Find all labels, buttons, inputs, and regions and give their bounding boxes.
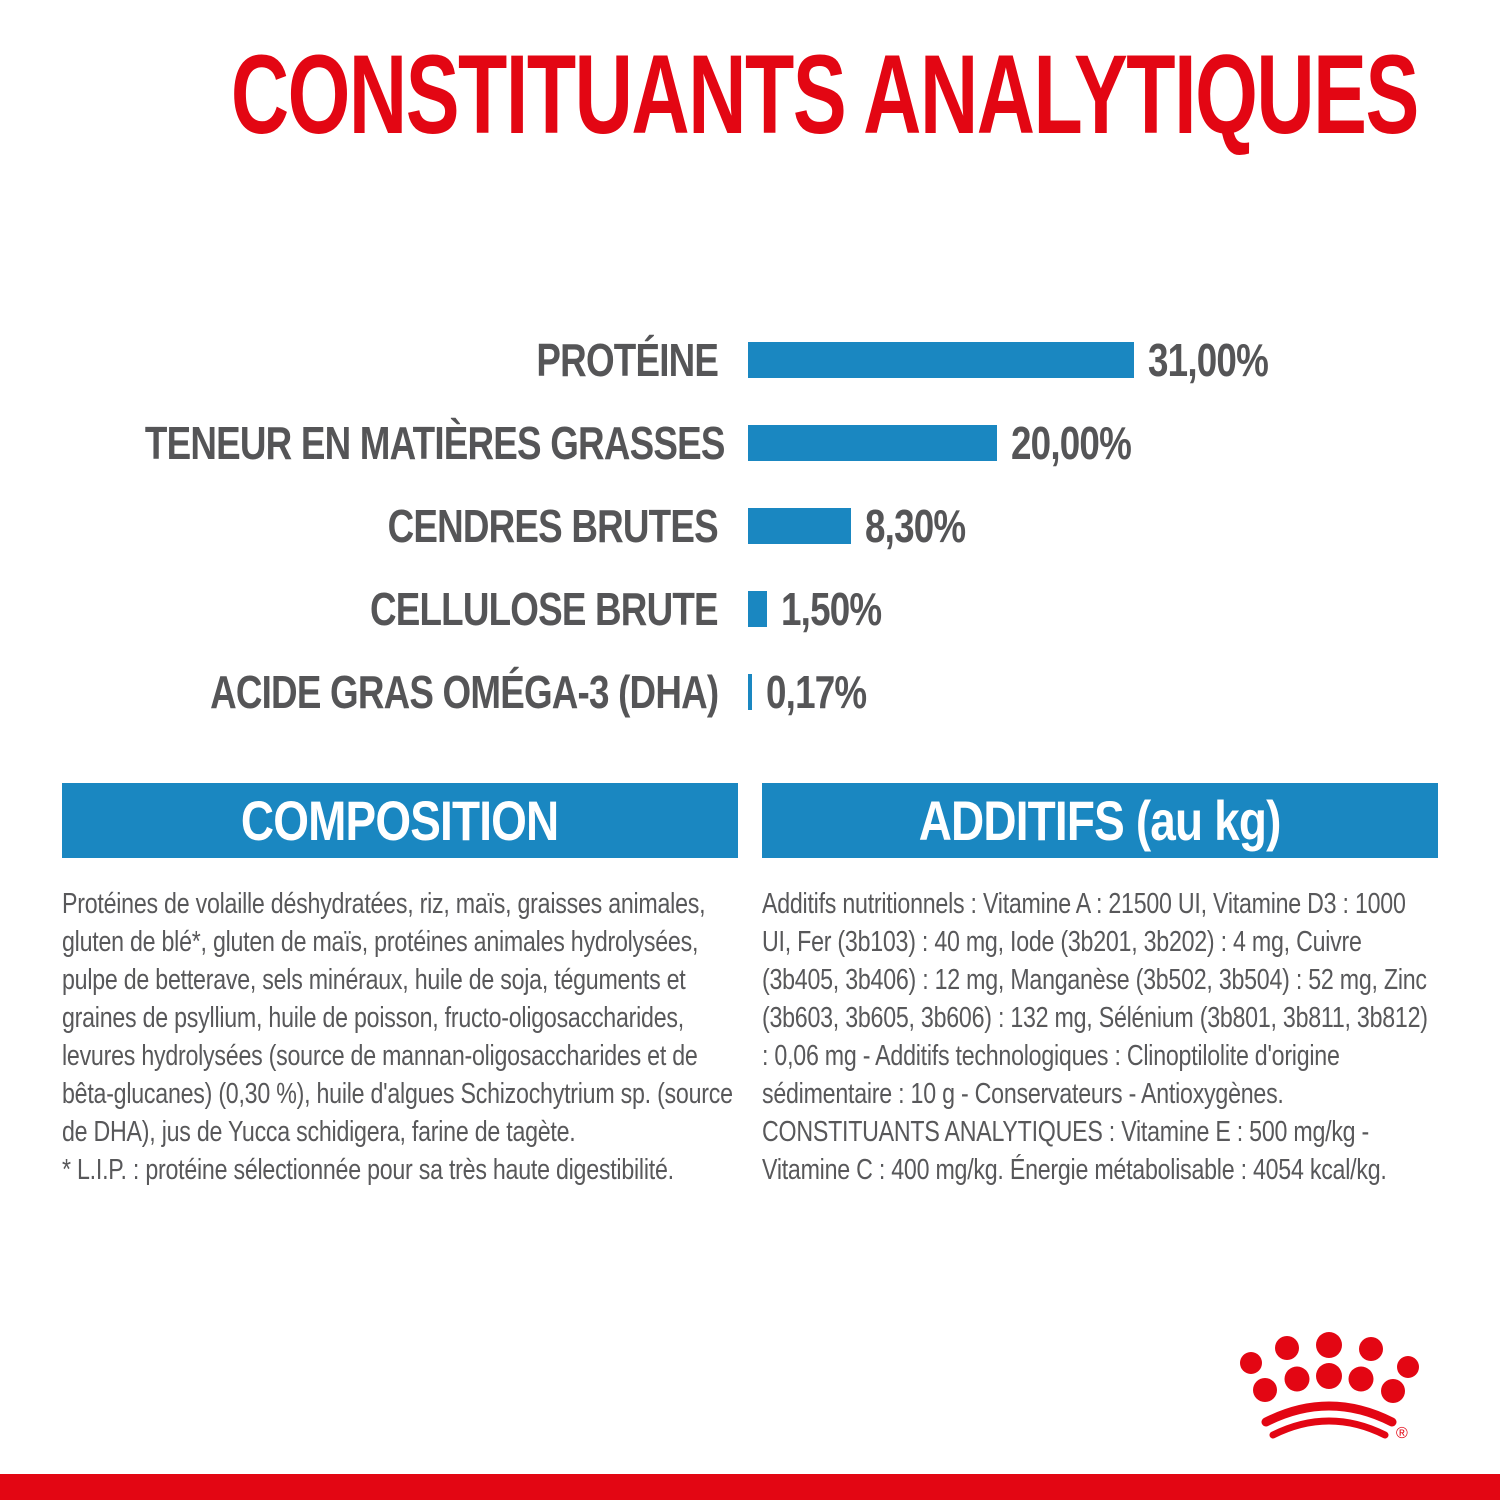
chart-value-label bbox=[1011, 416, 1161, 470]
page-title-text: CONSTITUANTS ANALYTIQUES bbox=[230, 32, 1418, 157]
chart-category-label bbox=[0, 499, 718, 553]
additives-header-band bbox=[762, 783, 1438, 858]
chart-value-label bbox=[1148, 333, 1298, 387]
chart-bar bbox=[748, 508, 851, 544]
additives-header: ADDITIFS (au kg) bbox=[919, 789, 1281, 852]
royal-canin-crown-logo bbox=[1240, 1320, 1460, 1470]
analytical-constituents-chart bbox=[0, 318, 1500, 733]
chart-category-label-text: ACIDE GRAS OMÉGA-3 (DHA) bbox=[209, 665, 718, 718]
additives-text: Additifs nutritionnels : Vitamine A : 21500 UI, Vitamine D3 : 1000 UI, Fer (3b103) : 40 mg, Iode (3b201, 3b202) : 4 mg, Cuivre (3b405, 3b406) : 12 mg, Manganèse (3b502, 3b504) : 52 mg, Zinc (3b603, 3b605, 3b606) : 132 mg, Sélénium (3b801, 3b811, 3b812) : 0,06 mg - Additifs technologiques : Clinoptilolite d'origine sédimentaire : 10 g - Conservateurs - Antioxygènes. CONSTITUANTS ANALYTIQUES : Vitamine E : 500 mg/kg - Vitamine C : 400 mg/kg. Énergie métabolisable : 4054 kcal/kg. bbox=[762, 888, 1428, 1186]
chart-row bbox=[0, 567, 1500, 650]
composition-body bbox=[62, 885, 738, 1189]
crown-dots bbox=[1240, 1332, 1419, 1403]
additives-section bbox=[762, 783, 1438, 1189]
chart-value-label bbox=[781, 582, 906, 636]
chart-row bbox=[0, 484, 1500, 567]
chart-category-label-text: PROTÉINE bbox=[536, 333, 718, 386]
bottom-red-strip bbox=[0, 1474, 1500, 1500]
chart-row bbox=[0, 401, 1500, 484]
chart-category-label bbox=[0, 416, 725, 470]
composition-header: COMPOSITION bbox=[241, 789, 559, 852]
composition-footnote: * L.I.P. : protéine sélectionnée pour sa très haute digestibilité. bbox=[62, 1154, 674, 1186]
chart-category-label-text: CELLULOSE BRUTE bbox=[370, 582, 718, 635]
chart-category-label-text: TENEUR EN MATIÈRES GRASSES bbox=[144, 416, 725, 469]
registered-trademark-symbol: ® bbox=[1396, 1425, 1408, 1442]
chart-value-label-text: 0,17% bbox=[766, 665, 867, 718]
chart-value-label-text: 31,00% bbox=[1147, 333, 1268, 386]
chart-value-label-text: 8,30% bbox=[865, 499, 966, 552]
chart-value-label-text: 20,00% bbox=[1011, 416, 1132, 469]
additives-body bbox=[762, 885, 1438, 1189]
chart-value-label bbox=[865, 499, 990, 553]
crown-base-arcs bbox=[1266, 1406, 1392, 1435]
chart-category-label bbox=[0, 333, 718, 387]
chart-value-label bbox=[766, 665, 891, 719]
chart-bar bbox=[748, 425, 997, 461]
chart-value-label-text: 1,50% bbox=[780, 582, 882, 635]
chart-bar bbox=[748, 591, 767, 627]
chart-row bbox=[0, 318, 1500, 401]
chart-bar bbox=[748, 674, 752, 710]
chart-bar bbox=[748, 342, 1134, 378]
chart-category-label-text: CENDRES BRUTES bbox=[387, 499, 718, 552]
page-title bbox=[0, 30, 1500, 159]
chart-category-label bbox=[0, 665, 718, 719]
composition-ingredients-text: Protéines de volaille déshydratées, riz, maïs, graisses animales, gluten de blé*, gluten de maïs, protéines animales hydrolysées, pulpe de betterave, sels minéraux, huile de soja, téguments et graines de psyllium, huile de poisson, fructo-oligosaccharides, levures hydrolysées (source de mannan-oligosaccharides et de bêta-glucanes) (0,30 %), huile d'algues Schizochytrium sp. (source de DHA), jus de Yucca schidigera, farine de tagète. bbox=[62, 888, 733, 1148]
chart-category-label bbox=[0, 582, 718, 636]
composition-section bbox=[62, 783, 738, 1189]
composition-header-band bbox=[62, 783, 738, 858]
chart-row bbox=[0, 650, 1500, 733]
